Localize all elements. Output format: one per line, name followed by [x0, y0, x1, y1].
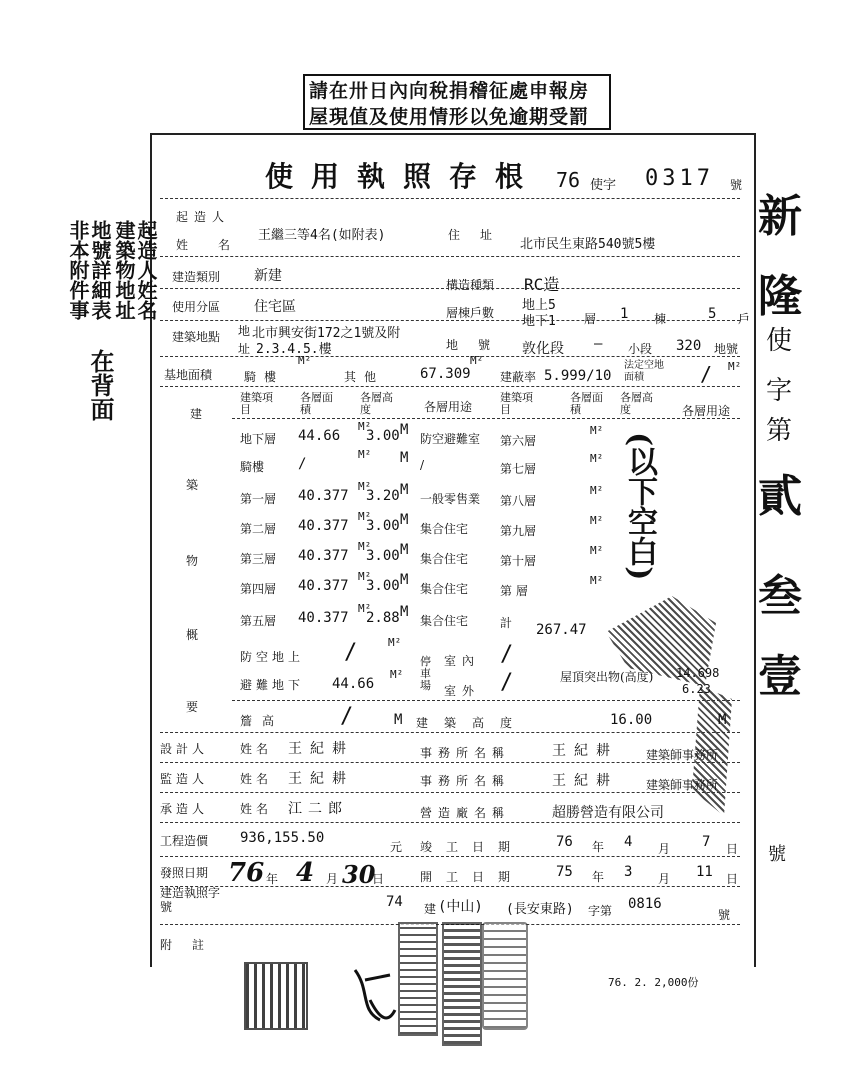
official-seal: [244, 962, 308, 1030]
floor-name: 第五層: [240, 614, 277, 628]
floor-area: /: [298, 456, 307, 472]
area-arcade-label: 騎樓: [244, 370, 285, 384]
floor-area-unit-right: M²: [590, 452, 604, 465]
floor-area-unit: M²: [358, 448, 372, 461]
blank-note: (以下空白): [622, 432, 657, 581]
floor-name: 第三層: [240, 552, 277, 566]
floor-name-right: 第八層: [500, 494, 537, 508]
official-seal: [442, 922, 482, 1046]
eave-label: 簷高: [240, 714, 285, 728]
designer-label: 設計人: [160, 742, 209, 756]
refuge-label: 避難地下: [240, 678, 305, 692]
floor-name-right: 第 層: [500, 584, 528, 598]
building-type-value: 新建: [254, 268, 282, 284]
floor-height-unit: M: [400, 572, 409, 588]
area-other-label: 其他: [344, 370, 385, 384]
supervisor-office-suffix: 建築師事務所: [646, 778, 719, 792]
floors-below: 地下1: [522, 314, 556, 329]
floors-hu: 5: [708, 306, 717, 322]
floor-height-unit: M: [400, 450, 409, 466]
floors-dong-label: 棟: [654, 312, 667, 326]
designer-office-label: 事務所名稱: [420, 746, 511, 760]
area-open-label: 法定空地面積: [624, 360, 664, 383]
floor-area: 40.377: [298, 610, 349, 626]
floor-name: 第四層: [240, 582, 277, 596]
permit-number: 0317: [645, 166, 714, 191]
official-seal: [482, 922, 528, 1030]
bldg-height-label: 建築高度: [416, 716, 529, 730]
completion-day: 7: [702, 834, 711, 850]
official-seal: [398, 922, 438, 1036]
roof-label: 屋頂突出物(高度): [560, 670, 654, 684]
completion-year: 76: [556, 834, 573, 850]
contractor-firm: 超勝營造有限公司: [552, 805, 664, 821]
start-year: 75: [556, 864, 573, 880]
right-char-8: 號: [768, 844, 786, 865]
rule-line: [160, 320, 740, 321]
floor-area-unit: M²: [358, 570, 372, 583]
table-group-1: 築: [186, 478, 199, 492]
bldg-height-unit: M: [718, 712, 727, 728]
site-addr-label-1: 地: [238, 324, 251, 338]
builder-address: 北市民生東路540號5樓: [520, 237, 656, 252]
table-total: 267.47: [536, 622, 587, 638]
floor-name: 地下層: [240, 432, 277, 446]
floor-use: 防空避難室: [420, 432, 481, 446]
col-header-area: 各層面積: [300, 391, 333, 416]
issue-day: 30: [342, 860, 376, 889]
rule-line: [232, 418, 740, 419]
floor-use: 集合住宅: [420, 522, 469, 536]
floor-area-unit: M²: [358, 420, 372, 433]
floor-name-right: 第十層: [500, 554, 537, 568]
supervisor-name-label: 姓名: [240, 772, 273, 786]
floor-name: 騎樓: [240, 460, 265, 474]
page-title: 使用執照存根: [265, 160, 542, 193]
floor-area-unit: M²: [358, 602, 372, 615]
eave-unit: M: [394, 712, 403, 728]
site-addr-label-2: 址: [238, 342, 251, 356]
roof-value-1: 14.698: [676, 666, 720, 680]
floor-area-unit-right: M²: [590, 514, 604, 527]
permit-district: (中山): [438, 899, 483, 915]
shelter-slash: /: [344, 640, 358, 665]
permit-road: (長安東路): [506, 902, 574, 917]
floor-name-right: 計: [500, 616, 513, 630]
area-coverage-label: 建蔽率: [500, 370, 537, 384]
permit-suffix: 號: [730, 178, 743, 192]
right-char-0: 新: [758, 191, 802, 242]
area-unit-3: M²: [728, 360, 742, 373]
permit-hao: 號: [718, 908, 731, 922]
col-header-height: 各層高度: [360, 391, 393, 416]
floor-height-unit: M: [400, 422, 409, 438]
permit-year: 76: [556, 168, 581, 192]
refuge-value: 44.66: [332, 676, 375, 692]
designer-name-label: 姓名: [240, 742, 273, 756]
contractor-label: 承造人: [160, 802, 209, 816]
table-group-4: 要: [186, 700, 199, 714]
permit-ref-label: 使字: [590, 178, 617, 193]
rule-line: [160, 822, 740, 823]
permit-label: 建造執照字號: [160, 886, 221, 914]
parking-indoor: 室內: [444, 654, 481, 668]
floor-area: 40.377: [298, 518, 349, 534]
floor-area: 40.377: [298, 548, 349, 564]
area-label: 基地面積: [164, 368, 213, 382]
print-info: 76. 2. 2,000份: [608, 976, 699, 989]
completion-month: 4: [624, 834, 633, 850]
floor-name-right: 第六層: [500, 434, 537, 448]
completion-month-unit: 月: [658, 842, 671, 856]
left-note-col4: 在背面: [86, 349, 115, 421]
completion-label: 竣工日期: [420, 840, 525, 854]
col-header-use: 各層用途: [424, 400, 473, 414]
area-other-value: 67.309: [420, 366, 471, 382]
table-group-0: 建: [190, 407, 203, 421]
rule-line: [160, 386, 740, 387]
rule-line: [160, 762, 740, 763]
issue-year: 76: [228, 858, 265, 888]
site-address-1: 北市興安街172之1號及附: [252, 326, 401, 341]
shelter-label: 防空地上: [240, 650, 305, 664]
table-group-3: 概: [186, 628, 199, 642]
right-char-2: 使: [766, 326, 793, 356]
floor-name: 第二層: [240, 522, 277, 536]
floor-height-unit: M: [400, 604, 409, 620]
right-char-4: 第: [766, 416, 793, 446]
col-header-item-2: 建築項目: [500, 391, 533, 416]
start-day: 11: [696, 864, 713, 880]
structure-value: RC造: [524, 275, 560, 294]
floor-area: 44.66: [298, 428, 341, 444]
right-char-6: 叁: [758, 571, 802, 622]
floor-area-unit: M²: [358, 510, 372, 523]
right-side-vertical-text: [758, 180, 808, 865]
left-note-col2: 建築物地址: [112, 220, 136, 320]
floor-name-right: 第七層: [500, 462, 537, 476]
builder-label-b: 姓名: [176, 238, 261, 252]
floors-hu-label: 戶: [738, 312, 751, 326]
supervisor-name: 王紀耕: [288, 771, 354, 787]
start-label: 開工日期: [420, 870, 525, 884]
floor-height-unit: M: [400, 542, 409, 558]
floor-height-unit: M: [400, 482, 409, 498]
eave-slash: /: [340, 704, 354, 729]
right-char-3: 字: [766, 376, 793, 406]
site-dash: —: [594, 336, 603, 352]
signature-mark: [350, 960, 400, 1036]
cost-label: 工程造價: [160, 834, 209, 848]
floors-ceng: 1: [620, 306, 629, 322]
site-section: 敦化段: [522, 341, 564, 357]
top-notice-stamp: [303, 74, 611, 130]
col-header-height-2: 各層高度: [620, 391, 653, 416]
permit-zi: 字第: [588, 904, 613, 918]
issue-label: 發照日期: [160, 866, 209, 880]
area-coverage: 5.999/10: [544, 368, 612, 384]
start-month: 3: [624, 864, 633, 880]
top-notice-line1: 請在卅日內向稅捐稽征處申報房: [309, 80, 590, 102]
builder-label-a: 起造人: [176, 210, 231, 224]
supervisor-office: 王紀耕: [552, 773, 618, 789]
floor-height: 3.00: [366, 428, 400, 444]
rule-line: [160, 356, 740, 357]
rule-line: [160, 198, 740, 199]
issue-month: 4: [296, 858, 315, 888]
floor-area-unit-right: M²: [590, 484, 604, 497]
floors-ceng-label: 層: [584, 312, 597, 326]
contractor-firm-label: 營造廠名稱: [420, 806, 511, 820]
structure-label: 構造種類: [446, 278, 495, 292]
designer-office-suffix: 建築師事務所: [646, 748, 719, 762]
completion-year-unit: 年: [592, 840, 605, 854]
permit-jian: 建: [424, 902, 437, 916]
right-char-1: 隆: [758, 271, 802, 322]
site-label: 建築地點: [172, 330, 221, 344]
floor-height: 3.00: [366, 518, 400, 534]
table-group-2: 物: [186, 554, 199, 568]
start-year-unit: 年: [592, 870, 605, 884]
issue-month-unit: 月: [326, 872, 339, 886]
left-note-col5: 非本附件事: [66, 220, 90, 320]
left-note-col3: 地號詳細表: [88, 220, 112, 320]
floor-area: 40.377: [298, 578, 349, 594]
rule-line: [160, 886, 740, 887]
parking-outdoor-slash: /: [500, 670, 514, 695]
col-header-item: 建築項目: [240, 391, 273, 416]
floor-use: /: [420, 458, 425, 472]
floor-height: 3.00: [366, 578, 400, 594]
parking-outdoor: 室外: [444, 684, 481, 698]
zone-value: 住宅區: [254, 299, 296, 315]
site-lot-label: 地號: [446, 338, 511, 352]
contractor-name-label: 姓名: [240, 802, 273, 816]
rule-line: [160, 732, 740, 733]
floor-area: 40.377: [298, 488, 349, 504]
left-note-col1: 起造人姓名: [134, 220, 158, 320]
cost-yuan: 元: [390, 840, 403, 854]
site-address-2: 2.3.4.5.樓: [256, 342, 332, 357]
roof-value-2: 6.23: [682, 682, 711, 696]
floor-height: 2.88: [366, 610, 400, 626]
floor-use: 集合住宅: [420, 582, 469, 596]
top-notice-line2: 屋現值及使用情形以免逾期受罰: [309, 106, 590, 128]
floor-use: 集合住宅: [420, 552, 469, 566]
floor-area-unit: M²: [358, 540, 372, 553]
issue-year-unit: 年: [266, 872, 279, 886]
rule-line: [232, 700, 740, 701]
site-lot-number: 320: [676, 338, 702, 354]
designer-name: 王紀耕: [288, 741, 354, 757]
supervisor-office-label: 事務所名稱: [420, 774, 511, 788]
right-char-5: 貳: [758, 471, 802, 522]
floor-name-right: 第九層: [500, 524, 537, 538]
zone-label: 使用分區: [172, 300, 221, 314]
site-subsection: 小段: [628, 342, 653, 356]
permit-build-year: 74: [386, 894, 403, 910]
floor-height: 3.00: [366, 548, 400, 564]
floor-use: 一般零售業: [420, 492, 481, 506]
right-char-7: 壹: [758, 651, 802, 702]
left-vertical-note: [62, 200, 158, 430]
floors-label: 層棟戶數: [446, 306, 495, 320]
completion-day-unit: 日: [726, 842, 739, 856]
permit-build-number: 0816: [628, 896, 662, 912]
col-header-use-2: 各層用途: [682, 404, 731, 418]
shelter-unit: M²: [388, 636, 402, 649]
col-header-area-2: 各層面積: [570, 391, 603, 416]
builder-name: 王繼三等4名(如附表): [258, 228, 386, 243]
floor-use: 集合住宅: [420, 614, 469, 628]
rule-line: [160, 792, 740, 793]
floor-area-unit-right: M²: [590, 424, 604, 437]
builder-addr-label: 住址: [448, 228, 513, 242]
issue-day-unit: 日: [372, 872, 385, 886]
floor-name: 第一層: [240, 492, 277, 506]
floors-above: 地上5: [522, 298, 556, 313]
building-type-label: 建造類別: [172, 270, 221, 284]
floor-area-unit: M²: [358, 480, 372, 493]
floor-area-unit-right: M²: [590, 544, 604, 557]
parking-label: 停車場: [420, 655, 431, 692]
bldg-height-value: 16.00: [610, 712, 653, 728]
rule-line: [160, 288, 740, 289]
floor-height-unit: M: [400, 512, 409, 528]
site-lot-suffix: 地號: [714, 342, 739, 356]
rule-line: [160, 256, 740, 257]
parking-indoor-slash: /: [500, 642, 514, 667]
supervisor-label: 監造人: [160, 772, 209, 786]
contractor-name: 江二郎: [288, 801, 348, 817]
remarks-label: 附註: [160, 938, 225, 952]
refuge-unit: M²: [390, 668, 404, 681]
floor-height: 3.20: [366, 488, 400, 504]
floor-area-unit-right: M²: [590, 574, 604, 587]
cost-value: 936,155.50: [240, 830, 325, 846]
area-unit-2: M²: [470, 354, 484, 367]
area-unit: M²: [298, 354, 312, 367]
area-open-slash: /: [700, 362, 713, 386]
designer-office: 王紀耕: [552, 743, 618, 759]
start-month-unit: 月: [658, 872, 671, 886]
rule-line: [160, 856, 740, 857]
start-day-unit: 日: [726, 872, 739, 886]
